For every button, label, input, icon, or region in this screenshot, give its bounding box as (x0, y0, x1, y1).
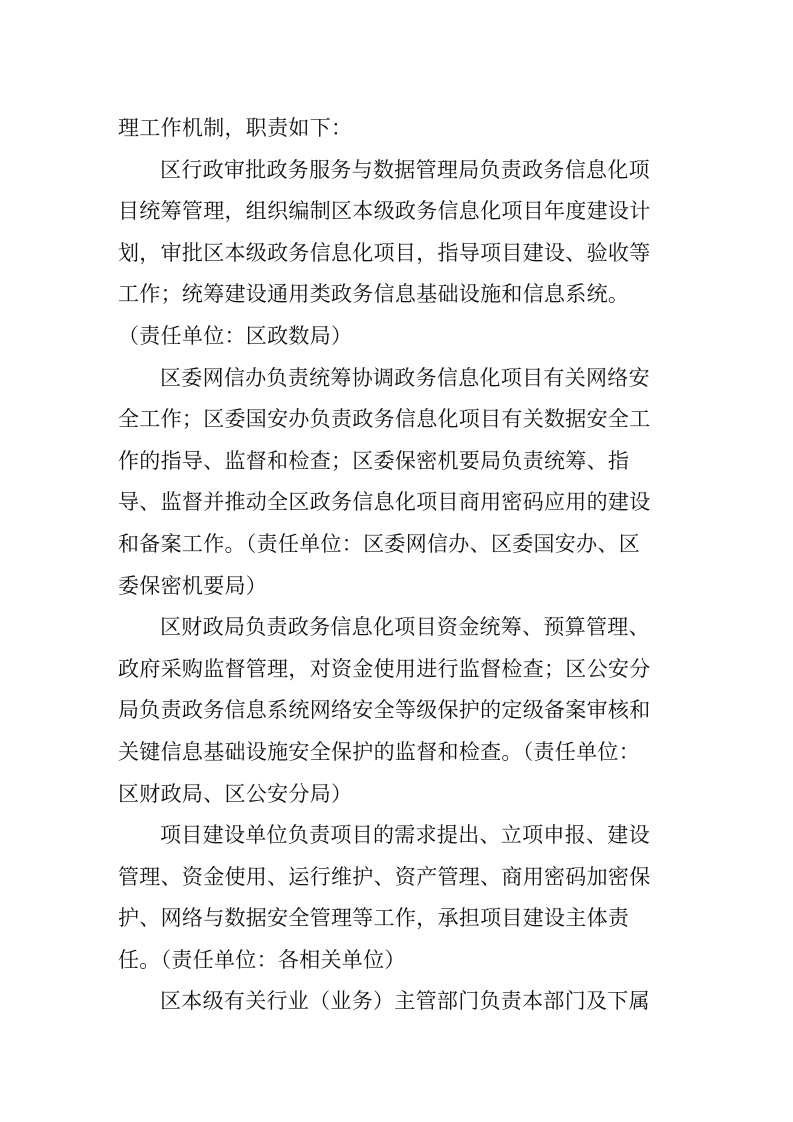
paragraph-start-line: 区本级有关行业（业务）主管部门负责本部门及下属 (160, 989, 650, 1014)
text-line: 管理、资金使用、运行维护、资产管理、商用密码加密保 (118, 864, 651, 889)
text-line: 目统筹管理，组织编制区本级政务信息化项目年度建设计 (118, 199, 651, 224)
text-line: 划，审批区本级政务信息化项目，指导项目建设、验收等 (118, 240, 651, 265)
paragraph-start-line: 区行政审批政务服务与数据管理局负责政务信息化项 (160, 157, 650, 182)
text-line: 任。（责任单位：各相关单位） (118, 947, 406, 972)
paragraph-start-line: 区财政局负责政务信息化项目资金统筹、预算管理、 (160, 615, 650, 640)
text-line: （责任单位：区政数局） (118, 323, 353, 348)
document-page (118, 108, 678, 1023)
paragraph-start-line: 项目建设单位负责项目的需求提出、立项申报、建设 (160, 823, 650, 848)
text-line: 和备案工作。（责任单位：区委网信办、区委国安办、区 (118, 531, 640, 556)
text-line: 政府采购监督管理，对资金使用进行监督检查；区公安分 (118, 656, 651, 681)
text-line: 关键信息基础设施安全保护的监督和检查。（责任单位： (118, 739, 640, 764)
text-line: 局负责政务信息系统网络安全等级保护的定级备案审核和 (118, 698, 651, 723)
text-line: 委保密机要局） (118, 573, 268, 598)
text-line: 护、网络与数据安全管理等工作，承担项目建设主体责 (118, 906, 630, 931)
text-line: 全工作；区委国安办负责政务信息化项目有关数据安全工 (118, 407, 651, 432)
paragraph-start-line: 区委网信办负责统筹协调政务信息化项目有关网络安 (160, 365, 650, 390)
text-line: 工作；统筹建设通用类政务信息基础设施和信息系统。 (118, 282, 630, 307)
text-line: 理工作机制，职责如下： (118, 116, 353, 140)
text-line: 导、监督并推动全区政务信息化项目商用密码应用的建设 (118, 490, 651, 515)
text-line: 作的指导、监督和检查；区委保密机要局负责统筹、指 (118, 448, 630, 473)
text-line: 区财政局、区公安分局） (118, 781, 353, 806)
